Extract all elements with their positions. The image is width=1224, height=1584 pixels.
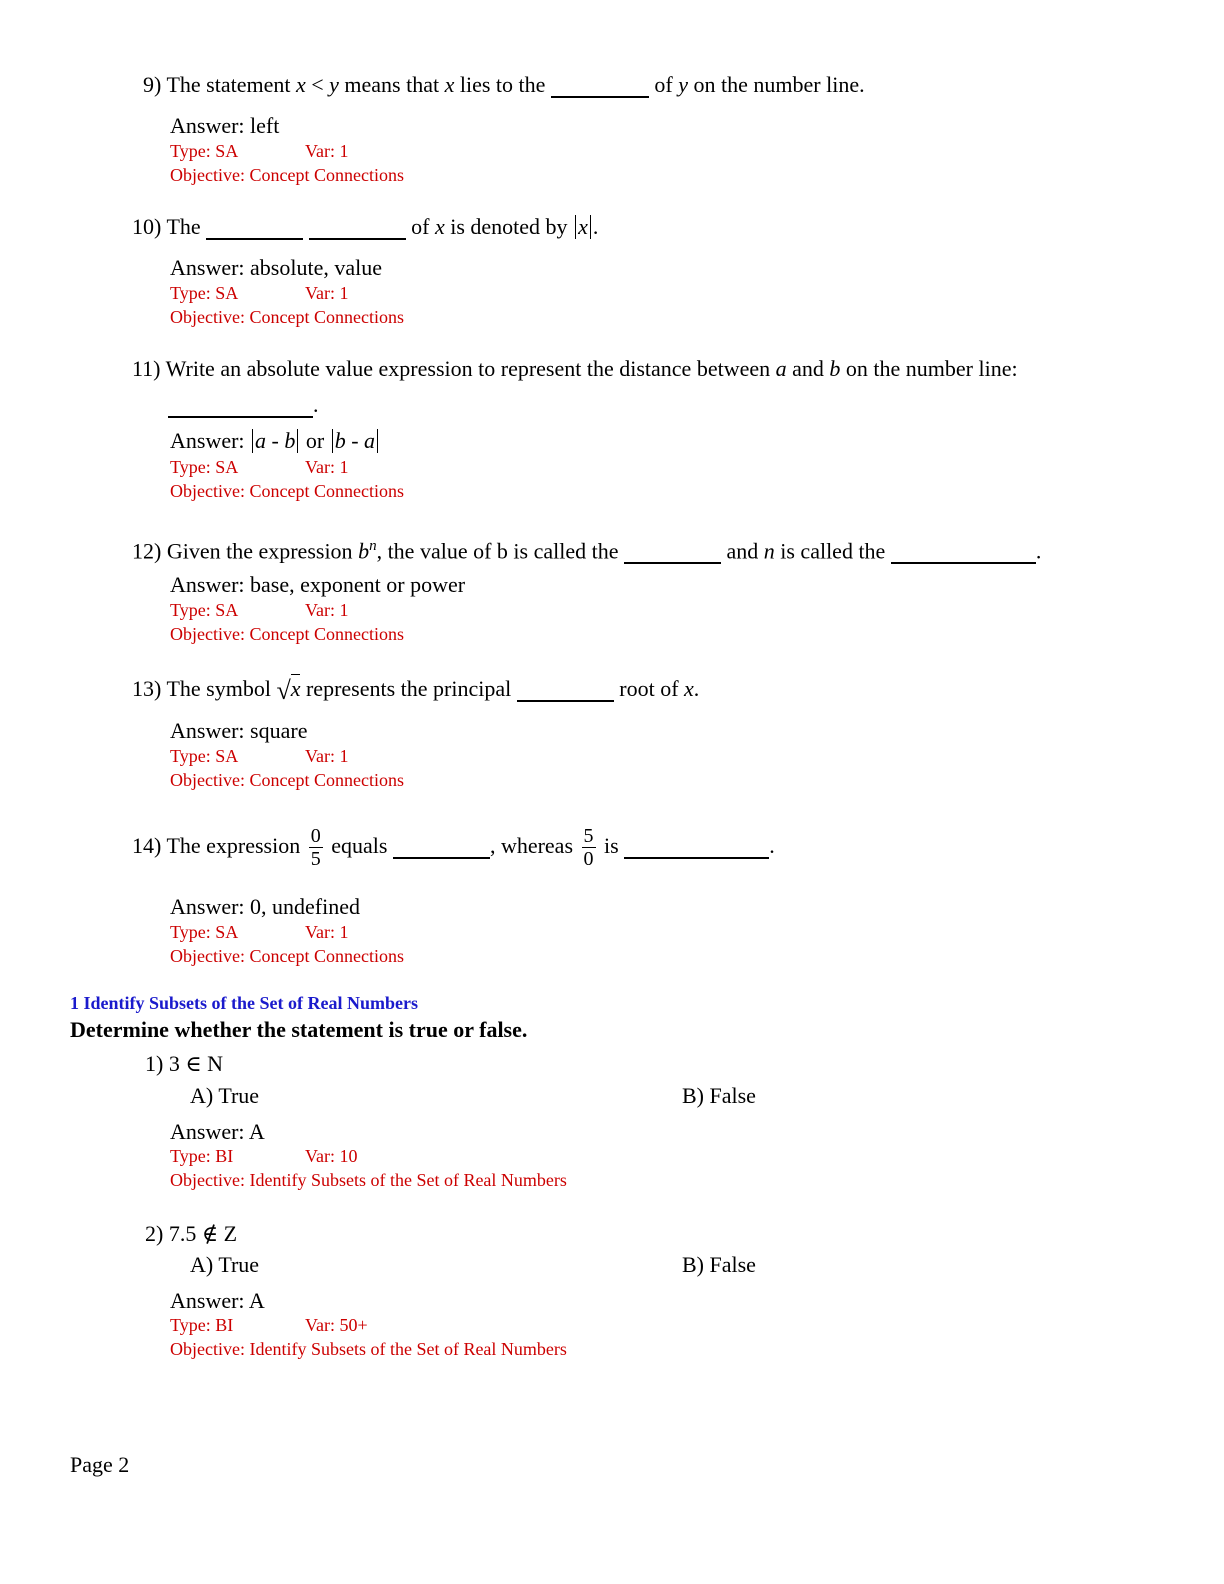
answer-blank (517, 678, 614, 702)
fraction-five-over-zero: $\frac{5}{0}$ (583, 825, 594, 871)
answer-blank (393, 835, 490, 859)
answer-line: Answer: A (170, 1288, 265, 1313)
question-number: 12) (132, 538, 162, 564)
answer-value: base, exponent or power (250, 572, 466, 597)
var-label: Var: 1 (305, 600, 349, 620)
answer-value: left (250, 113, 280, 138)
statement: 7.5 ∉ Z (168, 1221, 238, 1246)
option-a[interactable]: A) True (190, 1252, 260, 1277)
answer-blank (624, 540, 721, 564)
fraction-zero-over-five: $\frac{0}{5}$ (310, 825, 321, 871)
type-label: Type: SA (170, 600, 239, 620)
answer-value: 0, undefined (250, 894, 361, 919)
question-10: 10) The of x is denoted by x . (132, 214, 599, 239)
tf-question-1 (145, 1051, 223, 1077)
statement: 3 ∈ N (168, 1051, 224, 1076)
answer-blank (206, 216, 303, 240)
question-14: 14) The expression $\frac{0}{5}$ equals , whereas $\frac{5}{0}$ is . (132, 825, 775, 871)
question-11: 11) Write an absolute value expression to represent the distance between a and b on the number line: (132, 356, 1018, 381)
answer-blank (624, 835, 769, 859)
answer-line: Answer: left (170, 113, 280, 138)
answer-value: A (248, 1288, 265, 1313)
answer-line: Answer: a - b or b - a (170, 428, 380, 454)
question-number: 1) (145, 1051, 164, 1076)
objective-label: Objective: Concept Connections (170, 307, 404, 327)
objective-label: Objective: Identify Subsets of the Set of Real Numbers (170, 1339, 567, 1359)
type-label: Type: SA (170, 283, 239, 303)
question-12: 12) Given the expression $b^n$, the value of b is called the and n is called the . (132, 538, 1042, 564)
answer-blank (309, 216, 406, 240)
var-label: Var: 1 (305, 457, 349, 477)
tf-question-2 (145, 1221, 237, 1247)
objective-label: Objective: Concept Connections (170, 770, 404, 790)
page-number: Page 2 (70, 1452, 130, 1477)
objective-label: Objective: Concept Connections (170, 946, 404, 966)
question-13: 13) The symbol √x represents the principal root of x. (132, 676, 700, 705)
type-label: Type: BI (170, 1315, 234, 1335)
objective-label: Objective: Identify Subsets of the Set of Real Numbers (170, 1170, 567, 1190)
option-a[interactable]: A) True (190, 1083, 260, 1108)
var-label: Var: 1 (305, 746, 349, 766)
question-number: 2) (145, 1221, 164, 1246)
section-instruction: Determine whether the statement is true or false. (70, 1017, 528, 1042)
square-root-symbol: √x (276, 676, 301, 705)
answer-line: Answer: 0, undefined (170, 894, 361, 919)
answer-line: Answer: square (170, 718, 308, 743)
question-number: 14) (132, 833, 162, 858)
question-11-blank-line: . (168, 392, 319, 418)
answer-blank (168, 394, 313, 418)
objective-label: Objective: Concept Connections (170, 481, 404, 501)
answer-blank (551, 74, 649, 98)
option-b[interactable]: B) False (682, 1252, 756, 1277)
answer-line: Answer: absolute, value (170, 255, 383, 280)
question-number: 13) (132, 676, 162, 701)
var-label: Var: 1 (305, 283, 349, 303)
answer-line: Answer: base, exponent or power (170, 572, 466, 597)
type-label: Type: BI (170, 1146, 234, 1166)
question-number: 11) (132, 356, 161, 381)
answer-value: a - b or b - a (250, 428, 380, 453)
objective-label: Objective: Concept Connections (170, 165, 404, 185)
question-number: 10) (132, 214, 162, 239)
var-label: Var: 1 (305, 922, 349, 942)
question-number: 9) (143, 72, 162, 97)
var-label: Var: 10 (305, 1146, 358, 1166)
answer-value: square (250, 718, 308, 743)
type-label: Type: SA (170, 922, 239, 942)
answer-value: absolute, value (250, 255, 383, 280)
option-b[interactable]: B) False (682, 1083, 756, 1108)
var-label: Var: 50+ (305, 1315, 368, 1335)
answer-value: A (248, 1119, 265, 1144)
question-9: 9) The statement x < y means that x lies to the of y on the number line. (143, 72, 865, 97)
objective-label: Objective: Concept Connections (170, 624, 404, 644)
answer-line: Answer: A (170, 1119, 265, 1144)
type-label: Type: SA (170, 746, 239, 766)
type-label: Type: SA (170, 457, 239, 477)
section-title: 1 Identify Subsets of the Set of Real Numbers (70, 993, 418, 1013)
var-label: Var: 1 (305, 141, 349, 161)
answer-blank (891, 540, 1036, 564)
type-label: Type: SA (170, 141, 239, 161)
